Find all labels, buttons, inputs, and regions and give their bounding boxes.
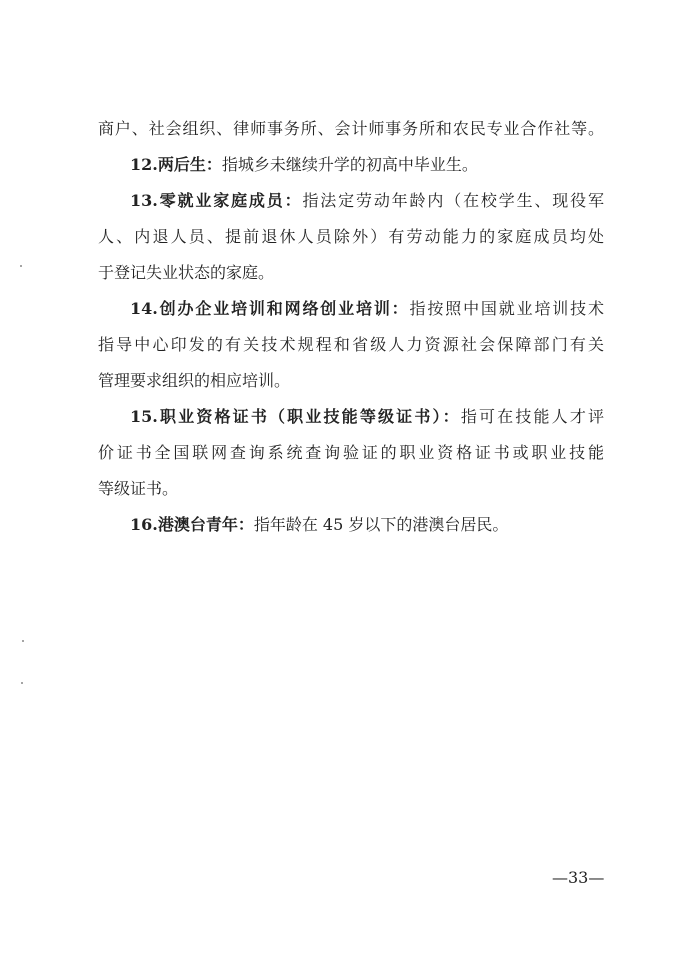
definition-item-12 bbox=[98, 153, 604, 176]
definition-text: 指按照中国就业培训技术 bbox=[409, 299, 604, 318]
document-body bbox=[98, 117, 604, 549]
text-line bbox=[98, 333, 604, 356]
definition-text: 人、内退人员、提前退休人员除外）有劳动能力的家庭成员均处 bbox=[98, 227, 604, 246]
definition-text: 指导中心印发的有关技术规程和省级人力资源社会保障部门有关 bbox=[98, 335, 604, 354]
definition-text: 价证书全国联网查询系统查询验证的职业资格证书或职业技能 bbox=[98, 443, 604, 462]
scan-speck bbox=[22, 640, 24, 642]
text-line bbox=[98, 117, 604, 140]
term-label: 16.港澳台青年： bbox=[130, 515, 254, 534]
term-label: 13.零就业家庭成员： bbox=[130, 191, 303, 210]
text-line bbox=[98, 441, 604, 464]
term-label: 15.职业资格证书（职业技能等级证书）： bbox=[130, 407, 461, 426]
definition-text: 等级证书。 bbox=[98, 479, 179, 498]
definition-text: 指可在技能人才评 bbox=[460, 407, 604, 426]
definition-text: 管理要求组织的相应培训。 bbox=[98, 371, 291, 390]
term-label: 14.创办企业培训和网络创业培训： bbox=[130, 299, 410, 318]
definition-item-14 bbox=[98, 297, 604, 320]
definition-text: 指城乡未继续升学的初高中毕业生。 bbox=[221, 155, 478, 174]
continuation-text: 商户、社会组织、律师事务所、会计师事务所和农民专业合作社等。 bbox=[98, 119, 604, 138]
text-line bbox=[98, 477, 604, 500]
term-label: 12.两后生： bbox=[130, 155, 222, 174]
text-line bbox=[98, 225, 604, 248]
definition-text: 指法定劳动年龄内（在校学生、现役军 bbox=[302, 191, 604, 210]
text-line bbox=[98, 369, 604, 392]
definition-item-16 bbox=[98, 513, 604, 536]
page-number: —33— bbox=[552, 868, 605, 887]
text-line bbox=[98, 261, 604, 284]
definition-item-13 bbox=[98, 189, 604, 212]
scan-speck bbox=[20, 265, 22, 267]
definition-item-15 bbox=[98, 405, 604, 428]
definition-text: 指年龄在 45 岁以下的港澳台居民。 bbox=[253, 515, 509, 534]
scan-speck bbox=[21, 682, 23, 684]
definition-text: 于登记失业状态的家庭。 bbox=[98, 263, 275, 282]
